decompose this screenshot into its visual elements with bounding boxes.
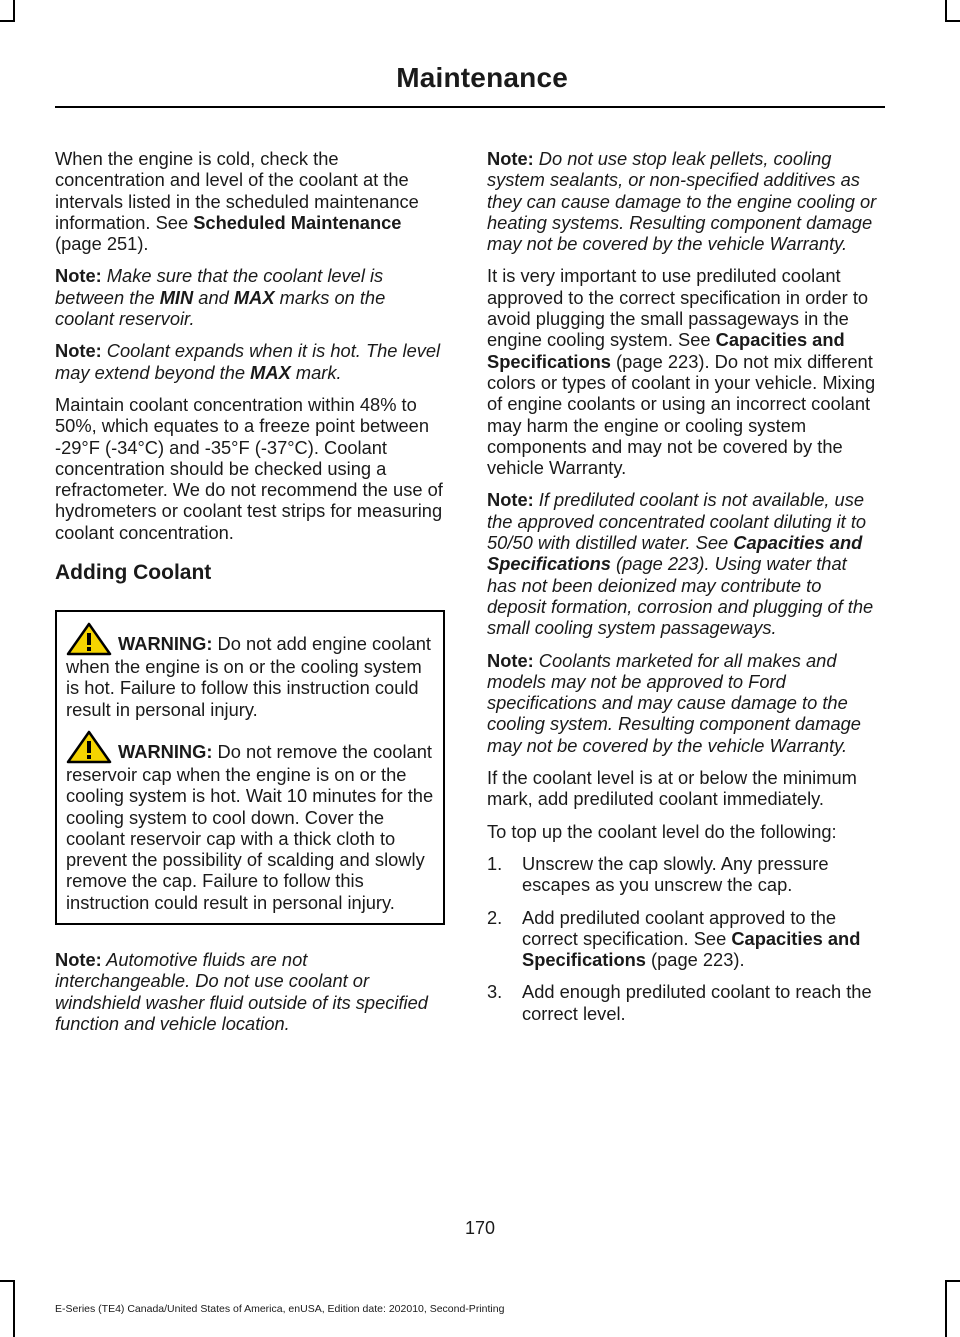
page-title: Maintenance	[396, 62, 568, 93]
capacities-link[interactable]: Capacities and Specifications	[487, 329, 845, 372]
list-item: 2. Add prediluted coolant approved to the correct specification. See Capacities and Specifications (page 223).	[487, 906, 861, 971]
warning-label: WARNING:	[118, 740, 213, 762]
right-column	[487, 148, 879, 1035]
header-divider	[55, 106, 885, 108]
note-fluids: Note: Automotive fluids are not interchangeable. Do not use coolant or windshield washer fluid outside of its specified function and vehicle location.	[55, 949, 428, 1034]
note-label: Note:	[55, 265, 102, 287]
note-label: Note:	[487, 489, 534, 511]
warning-triangle-icon	[66, 730, 112, 764]
note-label: Note:	[55, 949, 102, 971]
section-heading: Adding Coolant	[55, 561, 212, 585]
note-stop-leak: Note: Do not use stop leak pellets, cooling system sealants, or non-specified additives as they can cause damage to the engine cooling or heating systems. Resulting component damage may not be covered by the vehicle Warranty.	[487, 148, 877, 255]
crop-mark	[13, 1280, 15, 1337]
left-column	[55, 148, 447, 1045]
warning-remove-cap: WARNING: Do not remove the coolant reservoir cap when the engine is on or the cooling system is hot. Wait 10 minutes for the cooling system to cool down. Cover the coolant reservoir cap with a thick cloth to prevent the possibility of scalding and slowly remove the cap. Failure to follow this instruction could result in personal injury.	[66, 730, 434, 913]
footer-edition: E-Series (TE4) Canada/United States of America, enUSA, Edition date: 202010, Second-Printing	[55, 1303, 505, 1315]
crop-mark	[0, 1280, 15, 1282]
capacities-link[interactable]: Capacities and Specifications	[522, 927, 861, 971]
prediluted-paragraph: It is very important to use prediluted coolant approved to the correct specification in order to avoid plugging the small passageways in the engine cooling system. See Capacities and Specifications (page 223). Do not mix different colors or types of coolant in your vehicle. Mixing of engine coolants or using an incorrect coolant may harm the engine or cooling system components and may not be covered by the vehicle Warranty.	[487, 265, 876, 479]
note-concentrated: Note: If prediluted coolant is not available, use the approved concentrated coolant diluting it to 50/50 with distilled water. See Capacities and Specifications (page 223). Using water that has not been deionized may contribute to deposit formation, corrosion and plugging of the small cooling system passageways.	[487, 489, 874, 639]
note-coolant-expands: Note: Coolant expands when it is hot. The level may extend beyond the MAX mark.	[55, 340, 441, 383]
warning-label: WARNING:	[118, 633, 213, 655]
warning-add-coolant: WARNING: Do not add engine coolant when the engine is on or the cooling system is hot. Failure to follow this instruction could result in personal injury.	[66, 622, 434, 720]
crop-mark	[945, 0, 947, 22]
note-coolant-level: Note: Make sure that the coolant level is between the MIN and MAX marks on the coolant reservoir.	[55, 265, 386, 330]
page-number: 170	[464, 1218, 496, 1238]
warning-box	[55, 610, 445, 925]
scheduled-maintenance-link[interactable]: Scheduled Maintenance	[193, 211, 402, 233]
minimum-mark-paragraph: If the coolant level is at or below the minimum mark, add prediluted coolant immediately.	[487, 767, 857, 810]
intro-paragraph: When the engine is cold, check the concentration and level of the coolant at the intervals listed in the scheduled maintenance information. See Scheduled Maintenance (page 251).	[55, 148, 419, 255]
note-all-makes: Note: Coolants marketed for all makes and models may not be approved to Ford specifications and may cause damage to the cooling system. Resulting component damage may not be covered by the vehicle Warranty.	[487, 649, 861, 756]
warning-triangle-icon	[66, 622, 112, 656]
note-label: Note:	[487, 649, 534, 671]
note-label: Note:	[55, 340, 102, 362]
crop-mark	[945, 20, 960, 22]
concentration-paragraph: Maintain coolant concentration within 48% to 50%, which equates to a freeze point between -29°F (-34°C) and -35°F (-37°C). Coolant concentration should be checked using a refractometer. We do not recommend the use of hydrometers or coolant test strips for measuring coolant concentration.	[55, 393, 443, 543]
crop-mark	[945, 1280, 947, 1337]
steps-list	[487, 853, 879, 1024]
note-label: Note:	[487, 148, 534, 169]
crop-mark	[945, 1280, 960, 1282]
capacities-link[interactable]: Capacities and Specifications	[487, 532, 863, 575]
crop-mark	[0, 20, 15, 22]
crop-mark	[13, 0, 15, 22]
list-item: 1. Unscrew the cap slowly. Any pressure escapes as you unscrew the cap.	[487, 852, 829, 896]
list-item: 3. Add enough prediluted coolant to reach the correct level.	[487, 981, 872, 1024]
top-up-paragraph: To top up the coolant level do the following:	[487, 820, 837, 842]
